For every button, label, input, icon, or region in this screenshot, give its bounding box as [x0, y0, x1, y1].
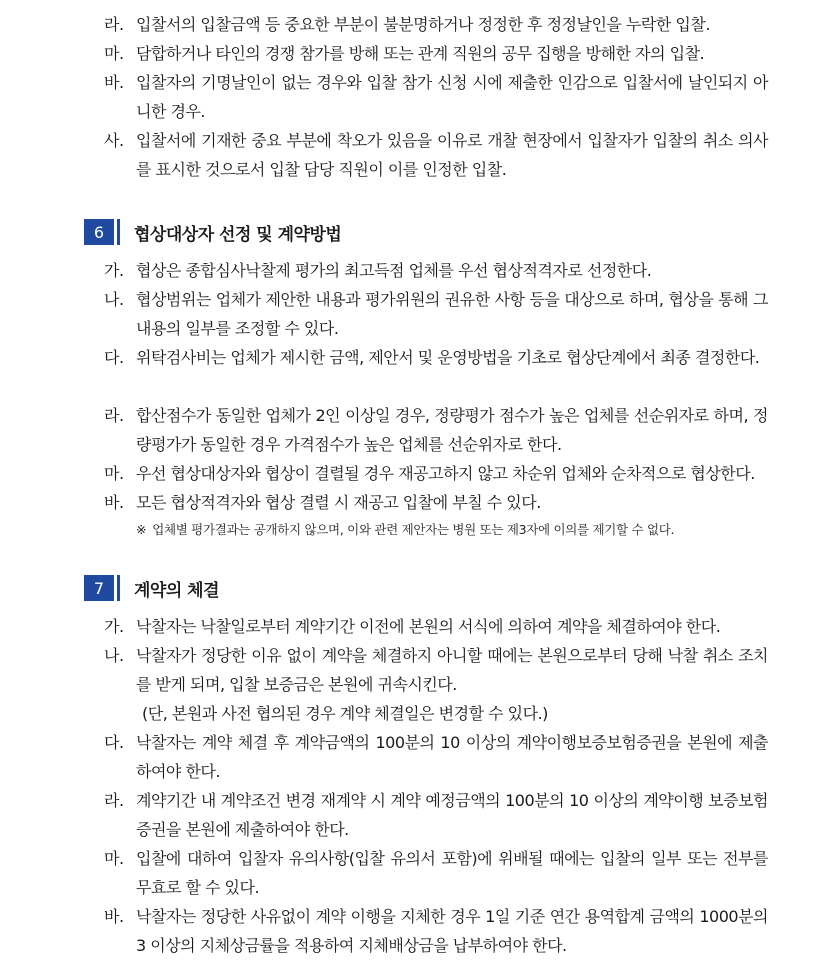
item-text: 합산점수가 동일한 업체가 2인 이상일 경우, 정량평가 점수가 높은 업체를 선순위자로 하며, 정량평가가 동일한 경우 가격점수가 높은 업체를 선순위자로 한다. [136, 406, 768, 454]
list-item [104, 786, 768, 844]
item-marker: 라. [104, 15, 124, 34]
list-item [104, 844, 768, 902]
list-item [104, 488, 768, 517]
item-marker: 바. [104, 493, 124, 512]
item-text: 입찰서의 입찰금액 등 중요한 부분이 불분명하거나 정정한 후 정정날인을 누락한 입찰. [136, 15, 710, 34]
item-text: 낙찰자는 낙찰일로부터 계약기간 이전에 본원의 서식에 의하여 계약을 체결하여야 한다. [136, 617, 721, 636]
item-text: 우선 협상대상자와 협상이 결렬될 경우 재공고하지 않고 차순위 업체와 순차적으로 협상한다. [136, 464, 755, 483]
item-marker: 라. [104, 791, 124, 810]
section-heading-6 [84, 218, 341, 246]
item-marker: 가. [104, 617, 124, 636]
list-item [104, 401, 768, 459]
item-marker: 마. [104, 44, 124, 63]
heading-accent-bar [117, 575, 120, 601]
item-text: 위탁검사비는 업체가 제시한 금액, 제안서 및 운영방법을 기초로 협상단계에서 최종 결정한다. [136, 348, 760, 367]
section-heading-7 [84, 574, 219, 602]
list-item [104, 39, 768, 68]
item-marker: 가. [104, 261, 124, 280]
list-item [104, 285, 768, 343]
item-marker: 바. [104, 73, 124, 92]
item-text: 모든 협상적격자와 협상 결렬 시 재공고 입찰에 부칠 수 있다. [136, 493, 541, 512]
list-item [104, 343, 768, 372]
section-number-badge: 6 [84, 219, 114, 245]
list-item [104, 612, 768, 641]
item-text: 협상범위는 업체가 제안한 내용과 평가위원의 권유한 사항 등을 대상으로 하며, 협상을 통해 그 내용의 일부를 조정할 수 있다. [136, 290, 768, 338]
note-marker: ※ [136, 522, 147, 537]
item-text: 입찰에 대하여 입찰자 유의사항(입찰 유의서 포함)에 위배될 때에는 입찰의 일부 또는 전부를 무효로 할 수 있다. [136, 849, 768, 897]
list-item [104, 126, 768, 184]
heading-accent-bar [117, 219, 120, 245]
list-item [104, 68, 768, 126]
list-item [104, 459, 768, 488]
item-text: 협상은 종합심사낙찰제 평가의 최고득점 업체를 우선 협상적격자로 선정한다. [136, 261, 652, 280]
list-item [104, 10, 768, 39]
item-marker: 바. [104, 907, 124, 926]
item-marker: 다. [104, 348, 124, 367]
item-text: 낙찰자는 계약 체결 후 계약금액의 100분의 10 이상의 계약이행보증보험증권을 본원에 제출하여야 한다. [136, 733, 768, 781]
note-text: 업체별 평가결과는 공개하지 않으며, 이와 관련 제안자는 병원 또는 제3자에 이의를 제기할 수 없다. [152, 522, 675, 537]
item-text: 계약기간 내 계약조건 변경 재계약 시 계약 예정금액의 100분의 10 이상의 계약이행 보증보험증권을 본원에 제출하여야 한다. [136, 791, 768, 839]
list-item [104, 641, 768, 728]
list-item [104, 728, 768, 786]
item-marker: 사. [104, 131, 124, 150]
item-marker: 나. [104, 290, 124, 309]
item-marker: 마. [104, 849, 124, 868]
item-text: 낙찰자가 정당한 이유 없이 계약을 체결하지 아니할 때에는 본원으로부터 당해 낙찰 취소 조치를 받게 되며, 입찰 보증금은 본원에 귀속시킨다. [136, 646, 768, 694]
item-marker: 다. [104, 733, 124, 752]
item-text: 낙찰자는 정당한 사유없이 계약 이행을 지체한 경우 1일 기준 연간 용역합계 금액의 1000분의 3 이상의 지체상금률을 적용하여 지체배상금을 납부하여야 한다. [136, 907, 768, 955]
item-text: 담합하거나 타인의 경쟁 참가를 방해 또는 관계 직원의 공무 집행을 방해한 자의 입찰. [136, 44, 705, 63]
item-marker: 마. [104, 464, 124, 483]
section-number-badge: 7 [84, 575, 114, 601]
section-title: 계약의 체결 [134, 580, 220, 601]
item-text: 입찰자의 기명날인이 없는 경우와 입찰 참가 신청 시에 제출한 인감으로 입찰서에 날인되지 아니한 경우. [136, 73, 768, 121]
section-title: 협상대상자 선정 및 계약방법 [134, 224, 342, 245]
footnote [136, 519, 768, 541]
item-marker: 나. [104, 646, 124, 665]
item-marker: 라. [104, 406, 124, 425]
item-text: 입찰서에 기재한 중요 부분에 착오가 있음을 이유로 개찰 현장에서 입찰자가 입찰의 취소 의사를 표시한 것으로서 입찰 담당 직원이 이를 인정한 입찰. [136, 131, 768, 179]
list-item [104, 902, 768, 960]
item-text-extra: (단, 본원과 사전 협의된 경우 계약 체결일은 변경할 수 있다.) [142, 704, 548, 723]
list-item [104, 256, 768, 285]
